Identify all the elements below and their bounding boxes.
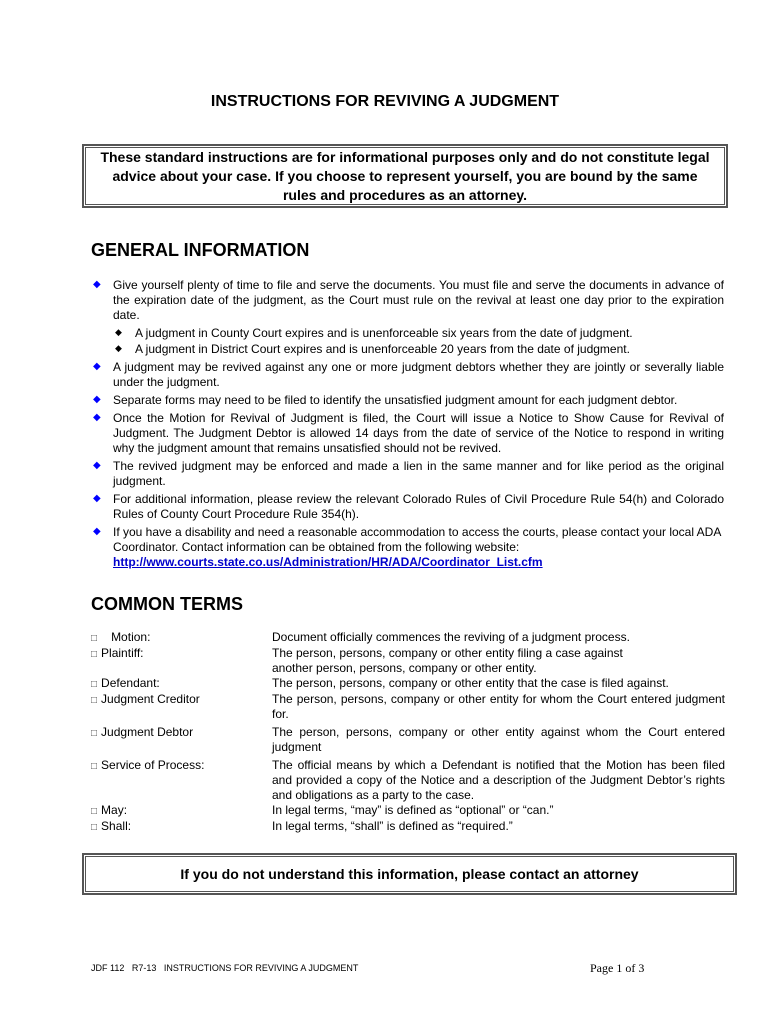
term-row	[91, 803, 725, 819]
diamond-bullet-icon: ◆	[93, 279, 101, 290]
general-information-list	[91, 278, 724, 573]
term-row	[91, 819, 725, 835]
term-row	[91, 725, 725, 755]
form-footer: JDF 112 R7-13 INSTRUCTIONS FOR REVIVING A JUDGMENT	[91, 963, 359, 973]
term-label: Defendant:	[101, 676, 160, 690]
term-label: May:	[101, 803, 128, 817]
term-definition: The person, persons, company or other entity filing a case against another person, persons, company or other entity.	[272, 646, 623, 675]
common-terms-heading: COMMON TERMS	[91, 594, 243, 614]
diamond-bullet-icon: ◆	[93, 412, 101, 423]
list-item	[91, 393, 724, 408]
term-row	[91, 630, 725, 646]
common-terms-list	[91, 630, 725, 835]
term-label: Service of Process:	[101, 758, 205, 772]
term-label: Judgment Debtor	[101, 725, 194, 739]
term-label: Motion:	[111, 630, 151, 644]
diamond-bullet-icon: ◆	[93, 460, 101, 471]
diamond-bullet-icon: ◆	[93, 361, 101, 372]
term-label: Plaintiff:	[101, 646, 144, 660]
diamond-bullet-icon: ◆	[115, 343, 122, 353]
term-definition: In legal terms, “shall” is defined as “required.”	[272, 819, 513, 833]
checkbox-glyph-icon: □	[91, 633, 98, 644]
diamond-bullet-icon: ◆	[93, 493, 101, 504]
sub-list-item	[91, 342, 724, 357]
term-row	[91, 676, 725, 692]
sub-list-item-text: A judgment in County Court expires and is unenforceable six years from the date of judgment.	[135, 326, 633, 340]
term-definition: Document officially commences the reviving of a judgment process.	[272, 630, 630, 644]
list-item-text: For additional information, please review the relevant Colorado Rules of Civil Procedure Rule 54(h) and Colorado Rules of County Court Procedure Rule 354(h).	[113, 492, 724, 521]
term-row	[91, 646, 725, 676]
diamond-bullet-icon: ◆	[93, 394, 101, 405]
list-item-text: Once the Motion for Revival of Judgment is filed, the Court will issue a Notice to Show Cause for Revival of Judgment. The Judgment Debtor is allowed 14 days from the date of service of the Notice to respond in writing why the judgment amount that remains unsatisfied should not be revived.	[113, 411, 724, 455]
term-label: Shall:	[101, 819, 132, 833]
ada-coordinator-link[interactable]: http://www.courts.state.co.us/Administration/HR/ADA/Coordinator_List.cfm	[113, 555, 543, 569]
checkbox-glyph-icon: □	[91, 649, 98, 660]
list-item-text: Separate forms may need to be filed to identify the unsatisfied judgment amount for each judgment debtor.	[113, 393, 678, 407]
general-information-heading: GENERAL INFORMATION	[91, 240, 310, 260]
page-number: Page 1 of 3	[590, 961, 645, 975]
checkbox-glyph-icon: □	[91, 695, 98, 706]
term-definition: The person, persons, company or other entity that the case is filed against.	[272, 676, 669, 690]
checkbox-glyph-icon: □	[91, 822, 98, 833]
list-item	[91, 459, 724, 489]
list-item	[91, 492, 724, 522]
sub-list-item	[91, 326, 724, 341]
list-item-text: Give yourself plenty of time to file and serve the documents. You must file and serve the documents in advance of the expiration date of the judgment, as the Court must rule on the revival at least one day prior to the expiration date.	[113, 278, 724, 322]
list-item-text: A judgment may be revived against any one or more judgment debtors whether they are jointly or severally liable under the judgment.	[113, 360, 724, 389]
disclaimer-box: These standard instructions are for informational purposes only and do not constitute legal advice about your case. If you choose to represent yourself, you are bound by the same rules and procedures as an attorney.	[82, 144, 728, 208]
list-item-text: If you have a disability and need a reasonable accommodation to access the courts, please contact your local ADA Coordinator. Contact information can be obtained from the following website:	[113, 525, 721, 554]
contact-attorney-notice: If you do not understand this information, please contact an attorney	[82, 853, 737, 895]
checkbox-glyph-icon: □	[91, 728, 98, 739]
term-row	[91, 758, 725, 803]
diamond-bullet-icon: ◆	[115, 327, 122, 337]
checkbox-glyph-icon: □	[91, 806, 98, 817]
list-item	[91, 411, 724, 456]
term-row	[91, 692, 725, 722]
term-label: Judgment Creditor	[101, 692, 200, 706]
page-title: INSTRUCTIONS FOR REVIVING A JUDGMENT	[210, 93, 560, 110]
checkbox-glyph-icon: □	[91, 761, 98, 772]
checkbox-glyph-icon: □	[91, 679, 98, 690]
diamond-bullet-icon: ◆	[93, 526, 101, 537]
list-item	[91, 525, 724, 570]
term-definition: The person, persons, company or other entity for whom the Court entered judgment for.	[272, 692, 725, 721]
sub-list-item-text: A judgment in District Court expires and is unenforceable 20 years from the date of judgment.	[135, 342, 630, 356]
term-definition: The person, persons, company or other entity against whom the Court entered judgment	[272, 725, 725, 754]
list-item	[91, 360, 724, 390]
list-item	[91, 278, 724, 323]
term-definition: In legal terms, “may” is defined as “optional” or “can.”	[272, 803, 554, 817]
list-item-text: The revived judgment may be enforced and made a lien in the same manner and for like period as the original judgment.	[113, 459, 724, 488]
term-definition: The official means by which a Defendant is notified that the Motion has been filed and provided a copy of the Notice and a description of the Judgment Debtor’s rights and obligations as a party to the case.	[272, 758, 725, 802]
